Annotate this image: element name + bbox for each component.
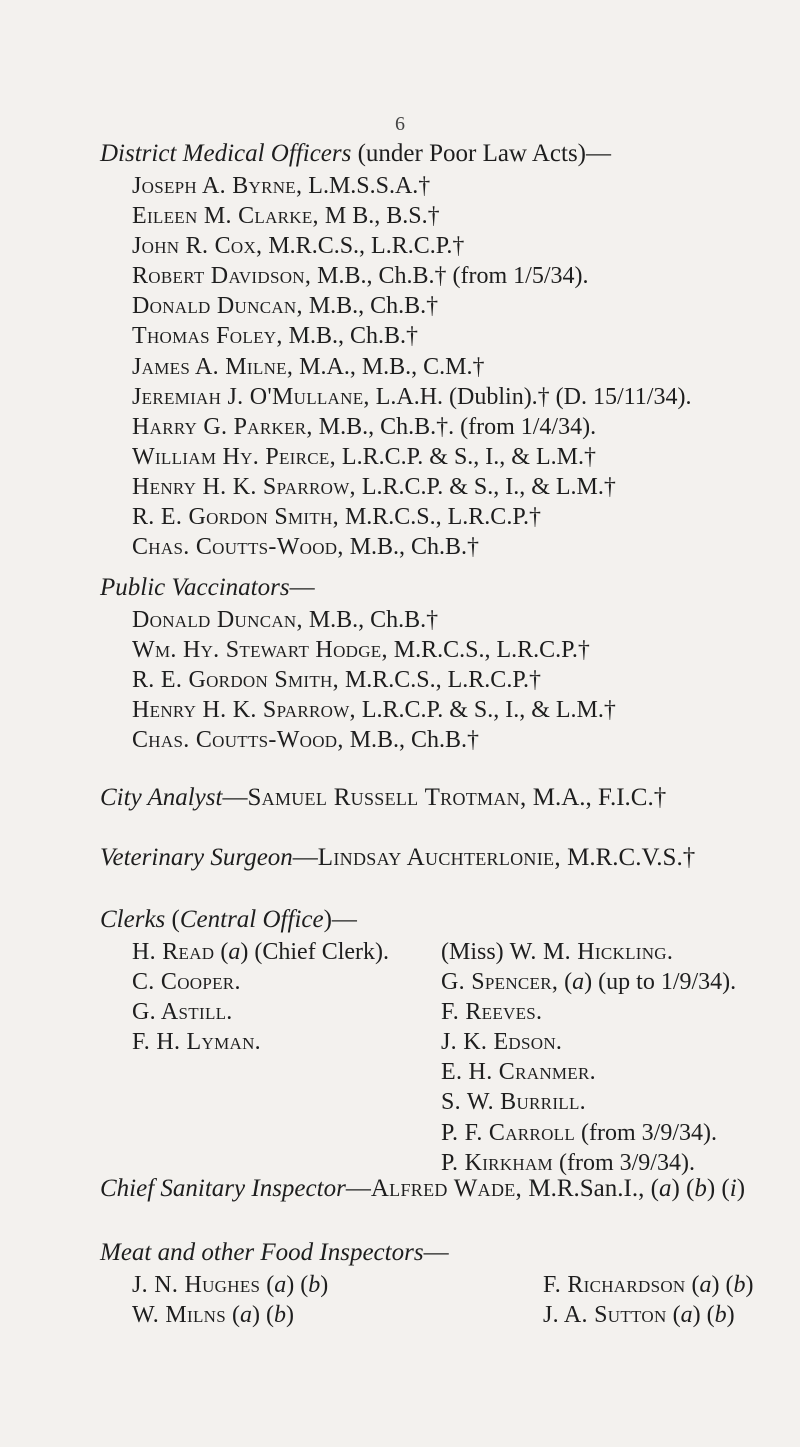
list-item bbox=[132, 997, 389, 1027]
inspector-tag: a bbox=[658, 1175, 672, 1202]
vaccinator-name: Donald Duncan, bbox=[132, 607, 303, 633]
clerk-note: ( bbox=[558, 969, 573, 996]
list-item bbox=[132, 382, 780, 412]
officer-name: William Hy. Peirce, bbox=[132, 443, 336, 470]
list-item bbox=[132, 201, 780, 231]
list-item bbox=[132, 261, 780, 291]
officer-quals: M.B., Ch.B.† bbox=[282, 323, 419, 350]
vaccinator-quals: M.R.C.S., L.R.C.P.† bbox=[338, 667, 542, 694]
list-item bbox=[132, 412, 780, 442]
tag-sep: ) ( bbox=[251, 1302, 274, 1329]
public-vaccinators-list bbox=[132, 605, 780, 755]
vaccinator-quals: M.B., Ch.B.† bbox=[343, 727, 480, 754]
clerk-name: F. H. Lyman. bbox=[132, 1029, 261, 1056]
officer-name: R. E. Gordon Smith, bbox=[132, 504, 339, 531]
clerk-note: ) (up to 1/9/34). bbox=[584, 969, 737, 996]
food-inspectors-left-column bbox=[132, 1270, 328, 1330]
list-item bbox=[441, 997, 736, 1027]
clerk-name: G. Spencer, bbox=[441, 969, 559, 996]
tag-sep: ) bbox=[745, 1272, 754, 1298]
heading-italic: Public Vaccinators bbox=[100, 574, 290, 601]
officer-name: Robert Davidson, bbox=[132, 263, 312, 290]
vaccinator-quals: M.B., Ch.B.† bbox=[302, 607, 439, 633]
heading-tail: — bbox=[289, 574, 315, 601]
heading-paren: )— bbox=[323, 906, 357, 933]
list-item bbox=[132, 502, 780, 532]
clerk-name: P. F. Carroll bbox=[441, 1119, 576, 1146]
officer-quals: M.R.C.S., L.R.C.P.† bbox=[338, 504, 542, 531]
heading-italic: Chief Sanitary Inspector bbox=[100, 1175, 346, 1202]
tag-sep: ( bbox=[685, 1272, 700, 1298]
list-item bbox=[132, 967, 389, 997]
clerk-name: P. Kirkham bbox=[441, 1149, 553, 1176]
vaccinator-name: Chas. Coutts-Wood, bbox=[132, 727, 344, 754]
dash: — bbox=[345, 1175, 371, 1202]
vaccinator-name: Henry H. K. Sparrow, bbox=[132, 697, 356, 724]
list-item bbox=[132, 291, 780, 321]
dash: — bbox=[292, 844, 318, 871]
tag-sep: ) ( bbox=[692, 1302, 715, 1329]
clerk-name: J. K. Edson. bbox=[441, 1029, 563, 1056]
veterinary-surgeon-section bbox=[100, 841, 780, 875]
analyst-name: Samuel Russell Trotman, bbox=[247, 784, 527, 811]
inspector-name: F. Richardson bbox=[543, 1272, 686, 1298]
inspector-name: J. N. Hughes bbox=[132, 1272, 261, 1298]
clerk-tag: a bbox=[572, 969, 585, 996]
inspector-tag: a bbox=[680, 1302, 693, 1329]
inspector-tag: i bbox=[729, 1175, 737, 1202]
list-item bbox=[441, 937, 736, 967]
heading-tail: — bbox=[423, 1239, 449, 1266]
inspector-name: Alfred Wade, bbox=[370, 1175, 523, 1202]
heading-italic: Meat and other Food Inspectors bbox=[100, 1239, 424, 1266]
vaccinator-quals: L.R.C.P. & S., I., & L.M.† bbox=[355, 697, 616, 724]
officer-quals: M.B., Ch.B.† bbox=[302, 293, 439, 320]
chief-sanitary-inspector-line bbox=[100, 1172, 780, 1206]
list-item bbox=[132, 352, 780, 382]
clerks-right-column bbox=[441, 937, 736, 1178]
officer-name: Thomas Foley, bbox=[132, 323, 283, 350]
inspector-tag: a bbox=[239, 1302, 252, 1329]
officer-quals: L.A.H. (Dublin).† (D. 15/11/34). bbox=[369, 383, 692, 410]
officer-name: Chas. Coutts-Wood, bbox=[132, 534, 344, 561]
clerk-note: ( bbox=[214, 939, 229, 965]
officer-quals: M B., B.S.† bbox=[318, 203, 440, 230]
clerk-name: G. Astill. bbox=[132, 999, 233, 1026]
surgeon-name: Lindsay Auchterlonie, bbox=[317, 844, 561, 871]
officer-name: Henry H. K. Sparrow, bbox=[132, 473, 356, 500]
veterinary-surgeon-line bbox=[100, 841, 780, 875]
clerks-left-column bbox=[132, 937, 389, 1057]
officer-quals: M.R.C.S., L.R.C.P.† bbox=[262, 233, 465, 260]
list-item bbox=[132, 937, 389, 967]
list-item bbox=[132, 695, 780, 725]
list-item bbox=[132, 231, 780, 261]
inspector-tag: b bbox=[273, 1302, 286, 1329]
officer-quals: L.R.C.P. & S., I., & L.M.† bbox=[335, 443, 596, 470]
public-vaccinators-section bbox=[100, 571, 780, 755]
food-inspectors-section bbox=[100, 1236, 780, 1332]
heading-italic-office: Central Office bbox=[179, 906, 324, 933]
clerk-tag: a bbox=[228, 939, 241, 965]
inspector-tag: b bbox=[714, 1302, 727, 1329]
heading-italic: City Analyst bbox=[100, 784, 223, 811]
heading-italic: District Medical Officers bbox=[100, 140, 352, 167]
district-medical-officers-section bbox=[100, 137, 780, 562]
analyst-quals: M.A., F.I.C.† bbox=[526, 784, 667, 811]
list-item bbox=[543, 1300, 754, 1330]
inspector-tag: b bbox=[308, 1272, 321, 1298]
list-item bbox=[132, 1300, 328, 1330]
list-item bbox=[132, 442, 780, 472]
list-item bbox=[441, 1118, 736, 1148]
inspector-name: J. A. Sutton bbox=[543, 1302, 667, 1329]
inspector-quals: M.R.San.I., ( bbox=[522, 1175, 659, 1202]
surgeon-quals: M.R.C.V.S.† bbox=[560, 844, 696, 871]
district-medical-officers-heading bbox=[100, 137, 780, 171]
officer-quals: M.B., Ch.B.† bbox=[343, 534, 480, 561]
clerk-note: (from 3/9/34). bbox=[575, 1119, 718, 1146]
clerk-name: F. Reeves. bbox=[441, 999, 543, 1026]
tag-sep: ( bbox=[666, 1302, 681, 1329]
vaccinator-quals: M.R.C.S., L.R.C.P.† bbox=[387, 637, 590, 664]
clerk-note: (from 3/9/34). bbox=[552, 1149, 695, 1176]
officer-name: Jeremiah J. O'Mullane, bbox=[132, 383, 370, 410]
page-number: 6 bbox=[395, 113, 405, 135]
officer-name: Joseph A. Byrne, bbox=[132, 173, 303, 199]
list-item bbox=[441, 967, 736, 997]
clerk-name: H. Read bbox=[132, 939, 215, 965]
list-item bbox=[132, 532, 780, 562]
list-item bbox=[441, 1057, 736, 1087]
list-item bbox=[132, 1027, 389, 1057]
inspector-tag: a bbox=[699, 1272, 712, 1298]
officer-quals: L.M.S.S.A.† bbox=[302, 173, 431, 199]
tag-sep: ) ( bbox=[706, 1175, 730, 1202]
tag-sep: ( bbox=[260, 1272, 275, 1298]
officer-name: Eileen M. Clarke, bbox=[132, 203, 319, 230]
clerks-section bbox=[100, 903, 780, 1182]
clerk-note: ) (Chief Clerk). bbox=[240, 939, 390, 965]
food-inspectors-columns bbox=[132, 1270, 780, 1332]
clerks-columns bbox=[132, 937, 780, 1182]
list-item bbox=[132, 635, 780, 665]
vaccinator-name: Wm. Hy. Stewart Hodge, bbox=[132, 637, 388, 664]
list-item bbox=[441, 1027, 736, 1057]
list-item bbox=[132, 472, 780, 502]
list-item bbox=[132, 171, 780, 201]
officer-quals: M.B., Ch.B.† (from 1/5/34). bbox=[311, 263, 589, 290]
list-item bbox=[132, 605, 780, 635]
clerks-heading bbox=[100, 903, 780, 937]
clerk-name: W. M. Hickling. bbox=[509, 939, 674, 965]
officer-name: Harry G. Parker, bbox=[132, 413, 313, 440]
public-vaccinators-heading bbox=[100, 571, 780, 605]
clerk-name: C. Cooper. bbox=[132, 969, 241, 996]
list-item bbox=[132, 321, 780, 351]
inspector-tag: b bbox=[733, 1272, 746, 1298]
chief-sanitary-inspector-section bbox=[100, 1172, 780, 1206]
district-medical-officers-list bbox=[132, 171, 780, 562]
clerk-name: E. H. Cranmer. bbox=[441, 1059, 596, 1086]
tag-sep: ) ( bbox=[286, 1272, 309, 1298]
dash: — bbox=[222, 784, 248, 811]
list-item bbox=[132, 725, 780, 755]
list-item bbox=[132, 665, 780, 695]
food-inspectors-right-column bbox=[543, 1270, 754, 1330]
officer-quals: M.B., Ch.B.†. (from 1/4/34). bbox=[312, 413, 597, 440]
tag-sep: ) bbox=[320, 1272, 329, 1298]
officer-name: John R. Cox, bbox=[132, 233, 263, 260]
city-analyst-line bbox=[100, 781, 780, 815]
inspector-tag: b bbox=[694, 1175, 707, 1202]
inspector-name: W. Milns bbox=[132, 1302, 226, 1329]
tag-sep: ) ( bbox=[711, 1272, 734, 1298]
officer-quals: M.A., M.B., C.M.† bbox=[293, 353, 485, 380]
tag-sep: ) ( bbox=[671, 1175, 695, 1202]
heading-italic: Veterinary Surgeon bbox=[100, 844, 293, 871]
heading-italic: Clerks bbox=[100, 906, 166, 933]
inspector-tag: a bbox=[274, 1272, 287, 1298]
heading-tail: (under Poor Law Acts)— bbox=[351, 140, 612, 167]
clerk-name: S. W. Burrill. bbox=[441, 1089, 586, 1116]
clerk-prefix: (Miss) bbox=[441, 939, 510, 965]
list-item bbox=[132, 1270, 328, 1300]
list-item bbox=[441, 1087, 736, 1117]
list-item bbox=[543, 1270, 754, 1300]
officer-name: James A. Milne, bbox=[132, 353, 294, 380]
vaccinator-name: R. E. Gordon Smith, bbox=[132, 667, 339, 694]
city-analyst-section bbox=[100, 781, 780, 815]
officer-name: Donald Duncan, bbox=[132, 293, 303, 320]
tag-sep: ) bbox=[726, 1302, 735, 1329]
food-inspectors-heading bbox=[100, 1236, 780, 1270]
tag-sep: ( bbox=[225, 1302, 240, 1329]
tag-sep: ) bbox=[736, 1175, 746, 1202]
officer-quals: L.R.C.P. & S., I., & L.M.† bbox=[355, 473, 616, 500]
tag-sep: ) bbox=[285, 1302, 294, 1329]
heading-paren: ( bbox=[165, 906, 180, 933]
